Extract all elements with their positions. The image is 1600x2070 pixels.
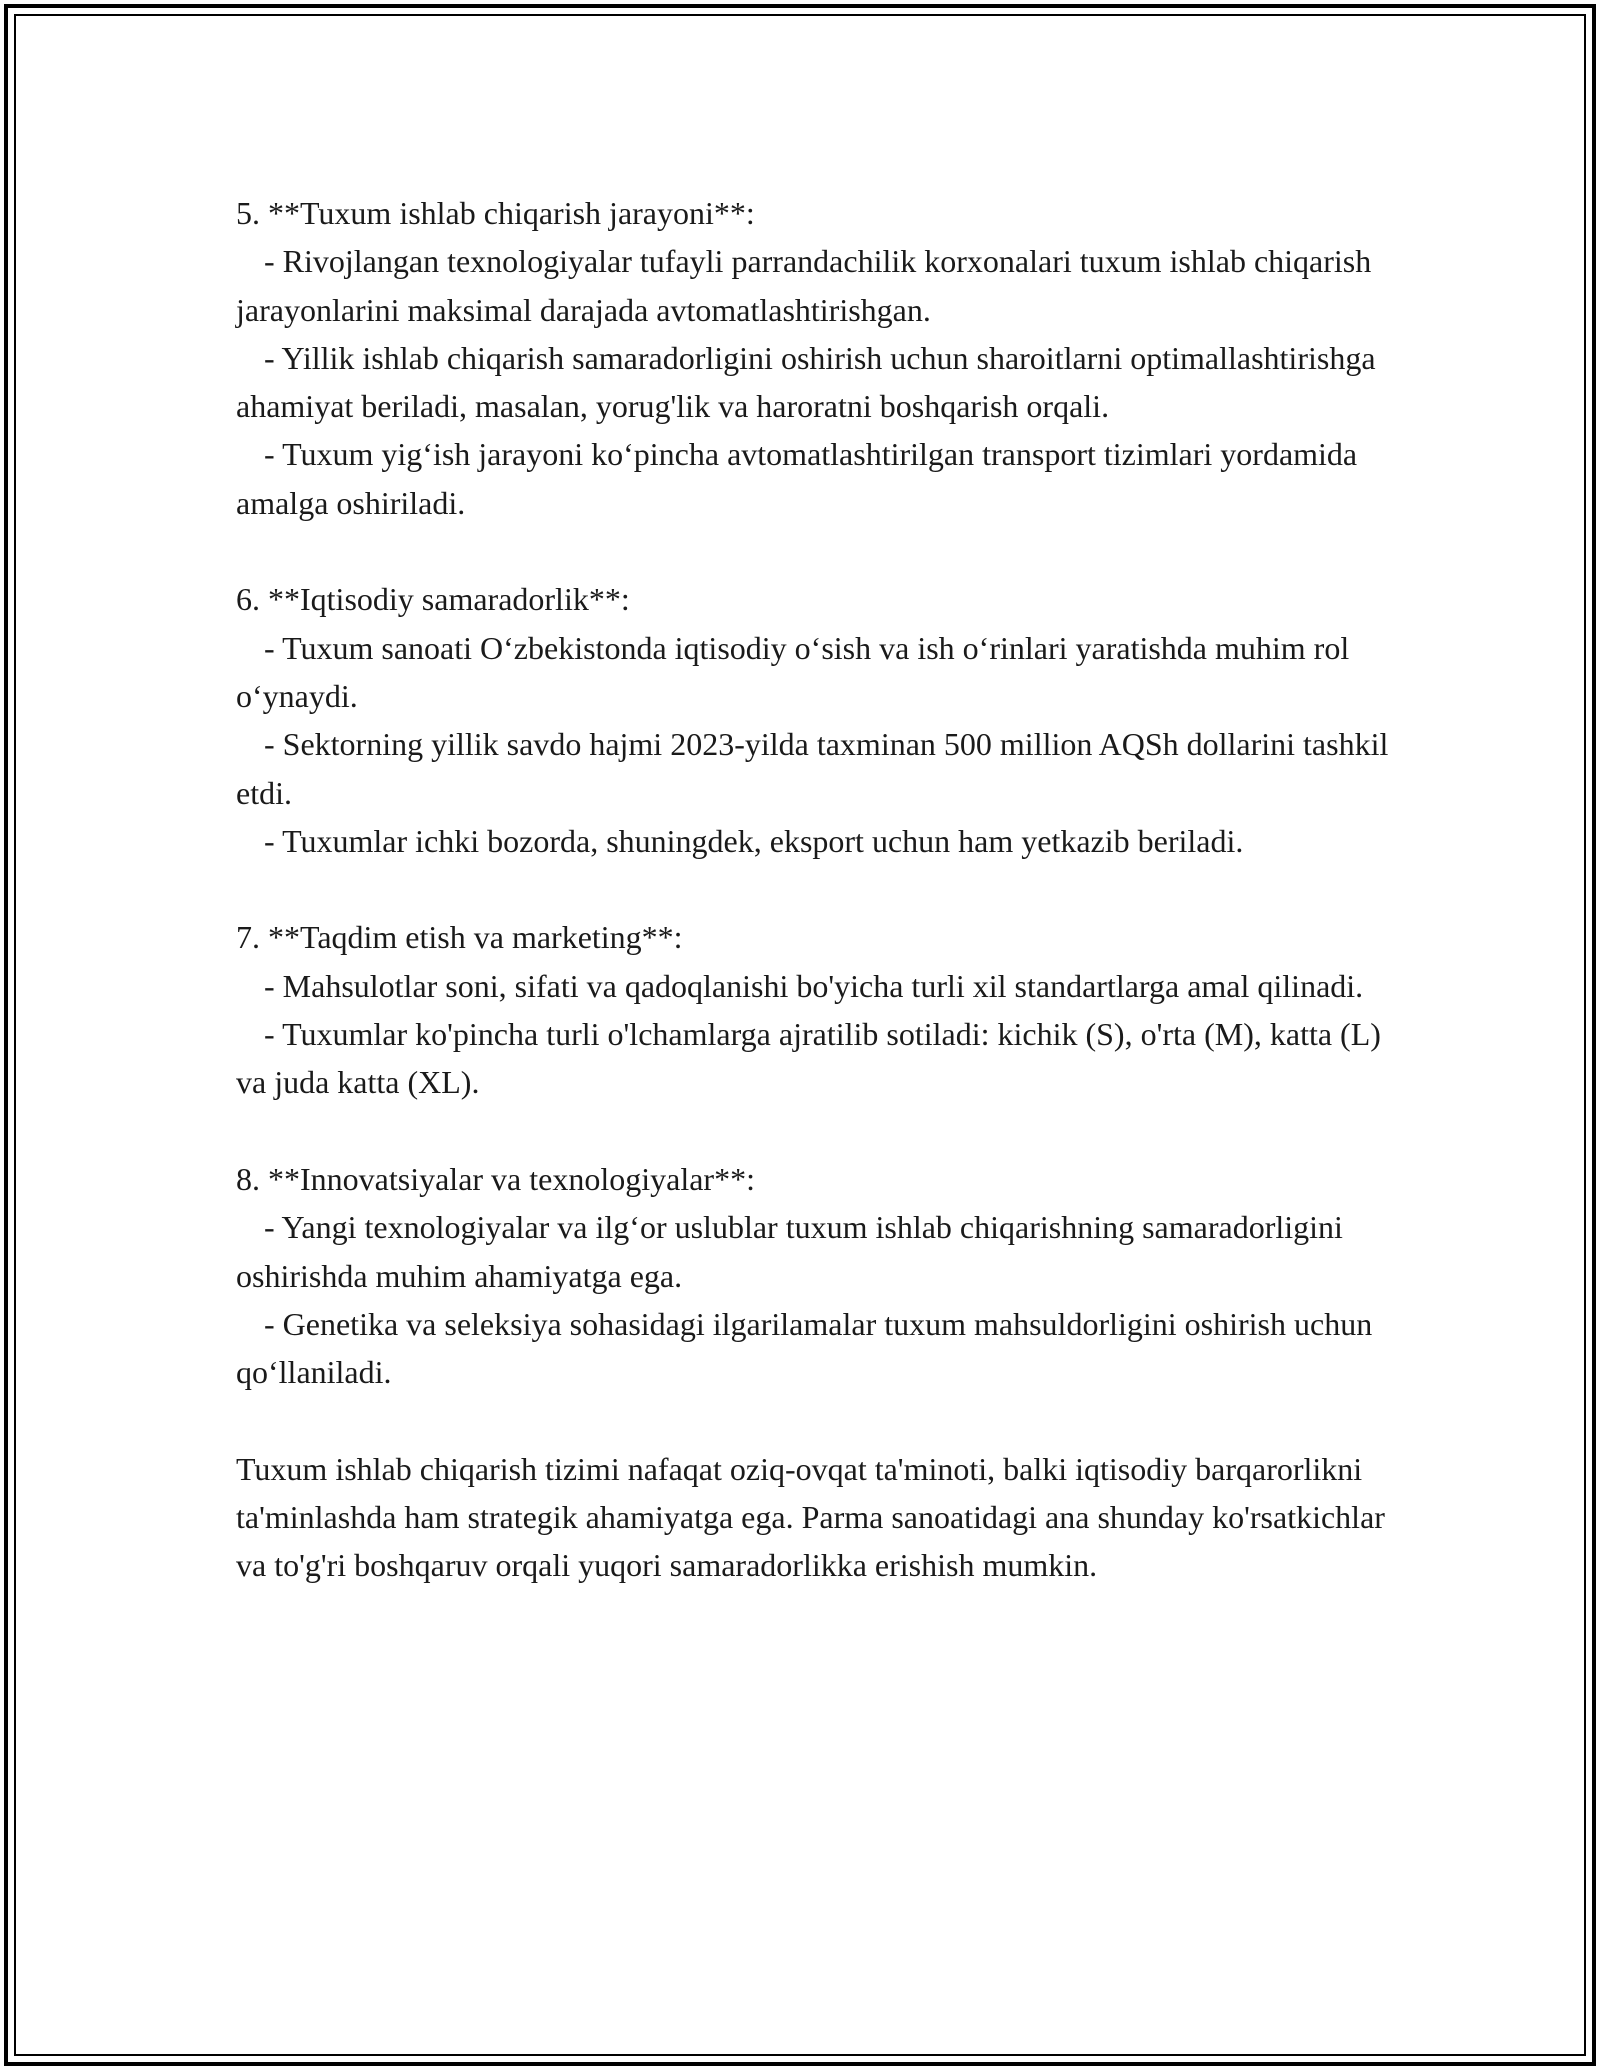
bullet-item: - Tuxum yig‘ish jarayoni ko‘pincha avtomatlashtirilgan transport tizimlari yordamida amalga oshiriladi. [236, 436, 1358, 521]
section-heading: 6. **Iqtisodiy samaradorlik**: [236, 581, 630, 618]
document-body [236, 189, 1396, 1590]
bullet-item: - Rivojlangan texnologiyalar tufayli parrandachilik korxonalari tuxum ishlab chiqarish jarayonlarini maksimal darajada avtomatlashtirishgan. [236, 243, 1372, 328]
section-heading: 7. **Taqdim etish va marketing**: [236, 919, 683, 956]
bullet-item: - Mahsulotlar soni, sifati va qadoqlanishi bo'yicha turli xil standartlarga amal qilinadi. [264, 967, 1364, 1004]
section-8 [236, 1155, 1396, 1396]
bullet-item: - Yillik ishlab chiqarish samaradorligini oshirish uchun sharoitlarni optimallashtirishga ahamiyat beriladi, masalan, yorug'lik va haroratni boshqarish orqali. [236, 339, 1376, 425]
section-6 [236, 575, 1396, 865]
bullet-item: - Yangi texnologiyalar va ilg‘or uslublar tuxum ishlab chiqarishning samaradorligini oshirishda muhim ahamiyatga ega. [236, 1209, 1343, 1294]
bullet-item: - Genetika va seleksiya sohasidagi ilgarilamalar tuxum mahsuldorligini oshirish uchun qo‘llaniladi. [236, 1305, 1373, 1391]
section-heading: 5. **Tuxum ishlab chiqarish jarayoni**: [236, 195, 755, 231]
bullet-item: - Tuxumlar ichki bozorda, shuningdek, eksport uchun ham yetkazib beriladi. [264, 822, 1244, 859]
section-5 [236, 189, 1396, 527]
bullet-item: - Tuxum sanoati O‘zbekistonda iqtisodiy o‘sish va ish o‘rinlari yaratishda muhim rol o‘ynaydi. [236, 629, 1350, 714]
bullet-item: - Tuxumlar ko'pincha turli o'lchamlarga ajratilib sotiladi: kichik (S), o'rta (M), katta (L) va juda katta (XL). [236, 1016, 1381, 1101]
bullet-item: - Sektorning yillik savdo hajmi 2023-yilda taxminan 500 million AQSh dollarini tashkil etdi. [236, 726, 1389, 811]
section-heading: 8. **Innovatsiyalar va texnologiyalar**: [236, 1160, 755, 1197]
closing-paragraph: Tuxum ishlab chiqarish tizimi nafaqat oziq-ovqat ta'minoti, balki iqtisodiy barqarorlikni ta'minlashda ham strategik ahamiyatga ega. Parma sanoatidagi ana shunday ko'rsatkichlar va to'g'ri boshqaruv orqali yuqori samaradorlikka erishish mumkin. [236, 1450, 1385, 1584]
section-7 [236, 913, 1396, 1106]
